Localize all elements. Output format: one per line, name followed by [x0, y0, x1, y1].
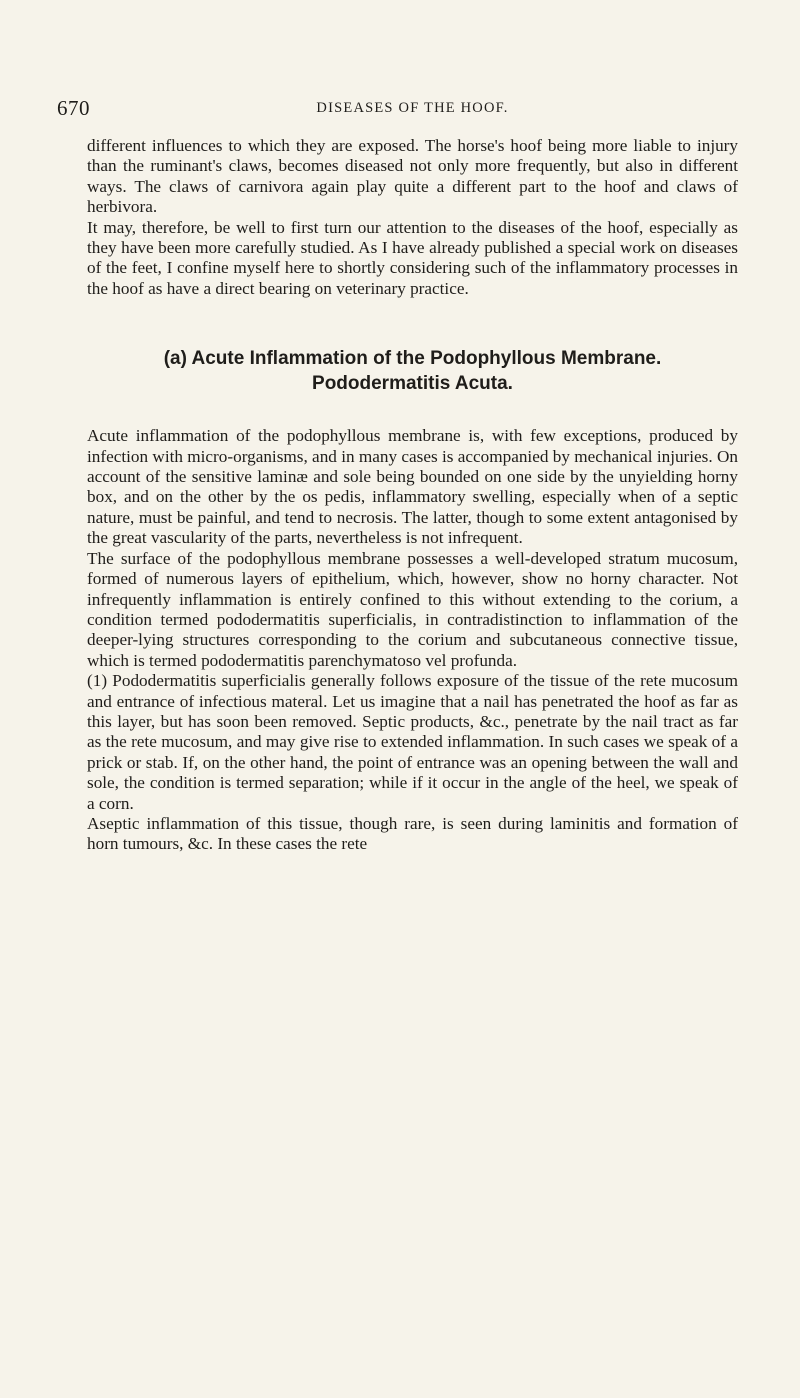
page-number: 670 — [57, 96, 90, 120]
paragraph: different influences to which they are exposed. The horse's hoof being more liable to injury than the ruminant's claws, becomes diseased not only more frequently, but also in different ways. The claws of carnivora again play quite a different part to the hoof and claws of herbivora. — [87, 136, 738, 217]
section-heading-subtitle: Pododermatitis Acuta. — [312, 373, 513, 395]
running-head — [57, 96, 738, 136]
body-text-bottom — [87, 426, 738, 855]
body-text-top — [87, 136, 738, 299]
paragraph: The surface of the podophyllous membrane possesses a well-developed stratum mucosum, formed of numerous layers of epithelium, which, however, show no horny character. Not infrequently inflammation is entirely confined to this without extending to the corium, a condition termed pododermatitis superficialis, in contradistinction to inflammation of the deeper-lying structures corresponding to the corium and subcutaneous connective tissue, which is termed pododermatitis parenchymatoso vel profunda. — [87, 548, 738, 670]
section-heading-title: (a) Acute Inflammation of the Podophyllous Membrane. — [163, 348, 662, 370]
paragraph: Acute inflammation of the podophyllous membrane is, with few exceptions, produced by infection with micro-organisms, and in many cases is accompanied by mechanical injuries. On account of the sensitive laminæ and sole being bounded on one side by the unyielding horny box, and on the other by the os pedis, inflammatory swelling, especially when of a septic nature, must be painful, and tend to necrosis. The latter, though to some extent antagonised by the great vascularity of the parts, nevertheless is not infrequent. — [87, 426, 738, 548]
paragraph: It may, therefore, be well to first turn our attention to the diseases of the hoof, especially as they have been more carefully studied. As I have already published a special work on diseases of the feet, I confine myself here to shortly considering such of the inflammatory processes in the hoof as have a direct bearing on veterinary practice. — [87, 217, 738, 298]
section-heading — [87, 346, 738, 396]
paragraph: Aseptic inflammation of this tissue, though rare, is seen during laminitis and formation of horn tumours, &c. In these cases the rete — [87, 813, 738, 854]
running-title: DISEASES OF THE HOOF. — [316, 100, 509, 116]
paragraph: (1) Pododermatitis superficialis generally follows exposure of the tissue of the rete mucosum and entrance of infectious materal. Let us imagine that a nail has penetrated the hoof as far as this layer, but has soon been removed. Septic products, &c., penetrate by the nail tract as far as the rete mucosum, and may give rise to extended inflammation. In such cases we speak of a prick or stab. If, on the other hand, the point of entrance was an opening between the wall and sole, the condition is termed separation; while if it occur in the angle of the heel, we speak of a corn. — [87, 671, 738, 813]
